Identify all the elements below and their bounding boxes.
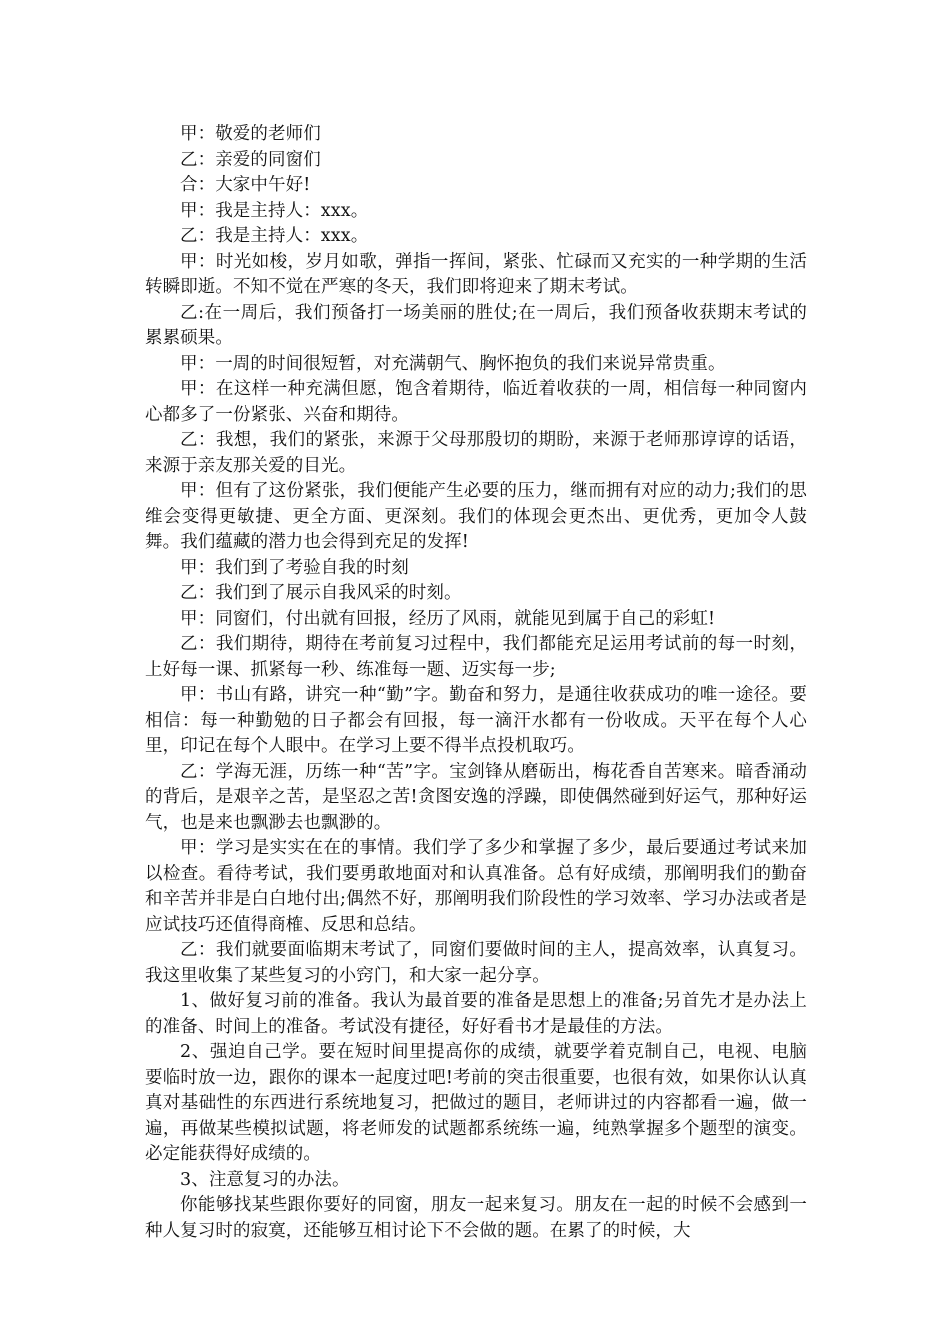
paragraph: 3、注意复习的办法。: [180, 1169, 350, 1190]
paragraph: 甲：敬爱的老师们: [180, 124, 321, 144]
paragraph: 合：大家中午好!: [180, 175, 311, 195]
paragraph: 甲：学习是实实在在的事情。我们学了多少和掌握了多少，最后要通过考试来加以检查。看待考试，我们要勇敢地面对和认真准备。总有好成绩，那阐明我们的勤奋和辛苦并非是白白地付出;偶然不好，那阐明我们阶段性的学习效率、学习办法或者是应试技巧还值得商榷、反思和总结。: [145, 838, 807, 935]
paragraph: 乙：学海无涯，历练一种“苦”字。宝剑锋从磨砺出，梅花香自苦寒来。暗香涌动的背后，是艰辛之苦，是坚忍之苦!贪图安逸的浮躁，即使偶然碰到好运气，那种好运气，也是来也飘渺去也飘渺的。: [145, 761, 807, 833]
paragraph: 甲：但有了这份紧张，我们便能产生必要的压力，继而拥有对应的动力;我们的思维会变得更敏捷、更全方面、更深刻。我们的体现会更杰出、更优秀，更加令人鼓舞。我们蕴藏的潜力也会得到充足的发挥!: [145, 481, 807, 552]
paragraph: 你能够找某些跟你要好的同窗，朋友一起来复习。朋友在一起的时候不会感到一种人复习时的寂寞，还能够互相讨论下不会做的题。在累了的时候，大: [145, 1195, 807, 1241]
paragraph: 甲：我是主持人：xxx。: [180, 200, 369, 221]
paragraph: 甲：我们到了考验自我的时刻: [180, 557, 409, 578]
paragraph: 乙：我们就要面临期末考试了，同窗们要做时间的主人，提高效率，认真复习。我这里收集了某些复习的小窍门，和大家一起分享。: [145, 940, 807, 986]
paragraph: 甲：书山有路，讲究一种“勤”字。勤奋和努力，是通往收获成功的唯一途径。要相信：每一种勤勉的日子都会有回报，每一滴汗水都有一份收成。天平在每个人心里，印记在每个人眼中。在学习上要不得半点投机取巧。: [145, 685, 807, 756]
paragraph: 乙：我是主持人：xxx。: [180, 226, 369, 246]
paragraph: 乙：亲爱的同窗们: [180, 149, 321, 170]
paragraph: 甲：一周的时间很短暂，对充满朝气、胸怀抱负的我们来说异常贵重。: [180, 353, 726, 374]
paragraph: 1、做好复习前的准备。我认为最首要的准备是思想上的准备;另首先才是办法上的准备、时间上的准备。考试没有捷径，好好看书才是最佳的方法。: [145, 991, 807, 1037]
paragraph: 乙：我想，我们的紧张，来源于父母那殷切的期盼，来源于老师那谆谆的话语，来源于亲友那关爱的目光。: [145, 430, 807, 476]
document-body: [145, 122, 807, 1244]
paragraph: 乙:在一周后，我们预备打一场美丽的胜仗;在一周后，我们预备收获期末考试的累累硕果。: [145, 302, 807, 348]
paragraph: 乙：我们到了展示自我风采的时刻。: [180, 583, 462, 603]
paragraph: 乙：我们期待，期待在考前复习过程中，我们都能充足运用考试前的每一时刻，上好每一课、抓紧每一秒、练准每一题、迈实每一步;: [145, 634, 807, 680]
paragraph: 甲：时光如梭，岁月如歌，弹指一挥间，紧张、忙碌而又充实的一种学期的生活转瞬即逝。不知不觉在严寒的冬天，我们即将迎来了期末考试。: [145, 251, 807, 297]
paragraph: 甲：在这样一种充满但愿，饱含着期待，临近着收获的一周，相信每一种同窗内心都多了一份紧张、兴奋和期待。: [145, 379, 807, 425]
paragraph: 2、强迫自己学。要在短时间里提高你的成绩，就要学着克制自己，电视、电脑要临时放一边，跟你的课本一起度过吧!考前的突击很重要，也很有效，如果你认认真真对基础性的东西进行系统地复习，把做过的题目，老师讲过的内容都看一遍，做一遍，再做某些模拟试题，将老师发的试题都系统练一遍，纯熟掌握多个题型的演变。必定能获得好成绩的。: [145, 1042, 807, 1164]
paragraph: 甲：同窗们，付出就有回报，经历了风雨，就能见到属于自己的彩虹!: [180, 608, 716, 629]
